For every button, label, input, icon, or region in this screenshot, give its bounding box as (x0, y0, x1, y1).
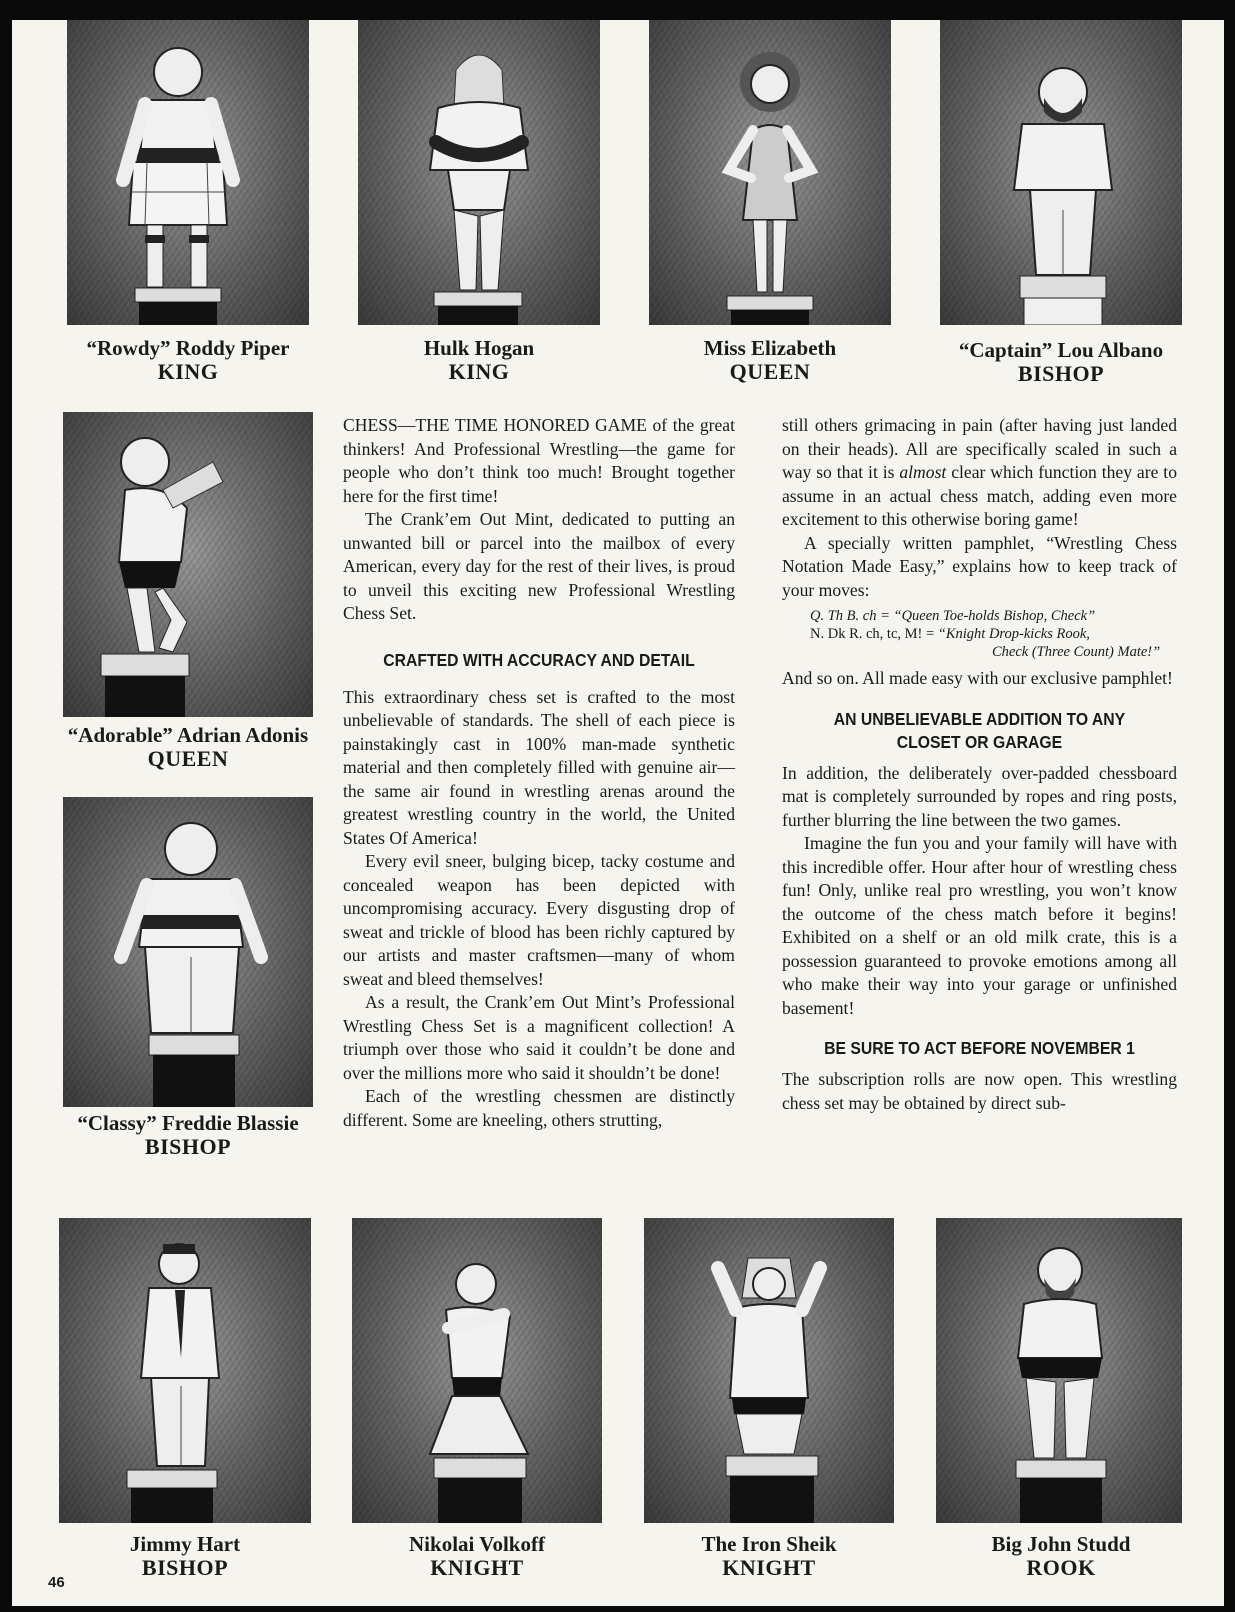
notation-code: Q. Th B. ch = (810, 608, 890, 624)
scaling-text-a: still others grimacing in pain (after having just landed on their heads). All are specifically scaled in such a way so that it is (782, 415, 1177, 482)
piece-role: QUEEN (147, 746, 229, 771)
piece-role: BISHOP (144, 1134, 232, 1159)
piece-name: The Iron Sheik (701, 1532, 837, 1556)
page-number: 46 (48, 1574, 65, 1591)
section-heading-deadline: BE SURE TO ACT BEFORE NOVEMBER 1 (824, 1038, 1135, 1058)
piece-role: QUEEN (729, 359, 811, 384)
piece-caption (931, 338, 1191, 386)
piece-caption (52, 723, 324, 771)
piece-caption (50, 1532, 320, 1580)
article-column-middle (343, 414, 735, 1132)
scaling-text-b: clear which function they are to assume in an actual chess match, adding even more excitement to this otherwise boring game! (782, 462, 1177, 529)
jimmy-hart-illustration (59, 1218, 311, 1523)
figure-in-kilt-icon (67, 20, 309, 325)
piece-role: KING (157, 359, 219, 384)
magazine-page (12, 20, 1224, 1606)
miss-elizabeth-illustration (649, 20, 891, 325)
subscription-paragraph: The subscription rolls are now open. This wrestling chess set may be obtained by direct sub- (782, 1069, 1177, 1113)
crafted-paragraph-3: As a result, the Crank’em Out Mint’s Professional Wrestling Chess Set is a magnificent collection! A triumph over those who said it couldn’t be done and over the millions more who said it shouldn’t be done! (343, 992, 735, 1083)
notation-code: N. Dk R. ch, tc, M! = (810, 626, 935, 642)
piece-role: KING (448, 359, 510, 384)
piece-role: KNIGHT (722, 1555, 816, 1580)
article-column-right (782, 414, 1177, 1115)
notation-line-2-continued: Check (Three Count) Mate!” (992, 644, 1161, 660)
chess-notation-block (810, 607, 1177, 661)
crafted-paragraph-4: Each of the wrestling chessmen are distinctly different. Some are kneeling, others strutting, (343, 1086, 735, 1130)
piece-role: BISHOP (141, 1555, 229, 1580)
piece-name: “Rowdy” Roddy Piper (86, 336, 290, 360)
intro-paragraph-2: The Crank’em Out Mint, dedicated to putting an unwanted bill or parcel into the mailbox of every American, every day for the rest of their lives, is proud to unveil this exciting new Professional Wrestling Chess Set. (343, 509, 735, 623)
section-heading-crafted: CRAFTED WITH ACCURACY AND DETAIL (383, 649, 695, 670)
notation-line-2 (810, 625, 1177, 643)
man-in-suit-with-belt-icon (63, 797, 313, 1107)
piece-name: Nikolai Volkoff (409, 1532, 545, 1556)
wrestler-in-headdress-icon (644, 1218, 894, 1523)
addition-paragraph-1: In addition, the deliberately over-padded chessboard mat is completely surrounded by ropes and ring posts, further blurring the line between the two games. (782, 762, 1177, 830)
nikolai-volkoff-illustration (352, 1218, 602, 1523)
piece-caption (926, 1532, 1196, 1580)
piece-role: BISHOP (1017, 361, 1105, 386)
piece-name: “Captain” Lou Albano (958, 338, 1164, 362)
piece-name: Jimmy Hart (129, 1532, 241, 1556)
muscleman-arms-crossed-icon (358, 20, 600, 325)
woman-in-dress-icon (649, 20, 891, 325)
big-wrestler-icon (936, 1218, 1182, 1523)
freddie-blassie-illustration (63, 797, 313, 1107)
pamphlet-closing-paragraph: And so on. All made easy with our exclusive pamphlet! (782, 668, 1173, 688)
piece-name: “Classy” Freddie Blassie (77, 1111, 299, 1135)
lou-albano-illustration (940, 20, 1182, 325)
wrestler-with-scarf-icon (63, 412, 313, 717)
piece-name: Hulk Hogan (423, 336, 535, 360)
scaling-paragraph (782, 414, 1177, 532)
piece-name: Big John Studd (991, 1532, 1131, 1556)
scaling-emphasis: almost (899, 462, 947, 482)
section-heading-addition: AN UNBELIEVABLE ADDITION TO ANY CLOSET OR GARAGE (833, 708, 1126, 752)
piece-caption (52, 1111, 324, 1159)
piece-caption (58, 336, 318, 384)
intro-paragraph: CHESS—THE TIME HONORED GAME of the great thinkers! And Professional Wrestling—the game for people who don’t think too much! Brought together here for the first time! (343, 415, 735, 506)
big-john-studd-illustration (936, 1218, 1182, 1523)
adrian-adonis-illustration (63, 412, 313, 717)
crafted-paragraph-2: Every evil sneer, bulging bicep, tacky costume and concealed weapon has been depicted with uncompromising accuracy. Every disgusting drop of sweat and trickle of blood has been richly captured by our artists and master craftsmen—many of whom sweat and bleed themselves! (343, 851, 735, 989)
notation-meaning: “Queen Toe-holds Bishop, Check” (893, 608, 1096, 624)
notation-line-1 (810, 607, 1177, 625)
piece-caption (640, 336, 900, 384)
crafted-paragraph-1: This extraordinary chess set is crafted to the most unbelievable of standards. The shell of each piece is painstakingly cast in 100% man-made synthetic material and then completely filled with genuine air—the same air found in wrestling arenas around the greatest wrestling country in the world, the United States Of America! (343, 686, 735, 848)
addition-paragraph-2: Imagine the fun you and your family will have with this incredible offer. Hour after hour of wrestling chess fun! Only, unlike real pro wrestling, you won’t know the outcome of the chess match before it begins! Exhibited on a shelf or an old milk crate, this is a possession guaranteed to provoke emotions among all who make their way into your garage or unfinished basement! (782, 833, 1177, 1018)
piece-name: “Adorable” Adrian Adonis (67, 723, 309, 747)
piece-role: KNIGHT (430, 1555, 524, 1580)
hulk-hogan-illustration (358, 20, 600, 325)
piece-caption (634, 1532, 904, 1580)
pamphlet-paragraph: A specially written pamphlet, “Wrestling Chess Notation Made Easy,” explains how to keep track of your moves: (782, 532, 1177, 600)
roddy-piper-illustration (67, 20, 309, 325)
kneeling-wrestler-icon (352, 1218, 602, 1523)
piece-caption (342, 1532, 612, 1580)
piece-caption (349, 336, 609, 384)
piece-role: ROOK (1026, 1555, 1096, 1580)
notation-meaning: “Knight Drop-kicks Rook, (937, 626, 1090, 642)
iron-sheik-illustration (644, 1218, 894, 1523)
bearded-man-in-shirt-icon (940, 20, 1182, 325)
piece-name: Miss Elizabeth (703, 336, 837, 360)
man-in-jacket-and-tie-icon (59, 1218, 311, 1523)
